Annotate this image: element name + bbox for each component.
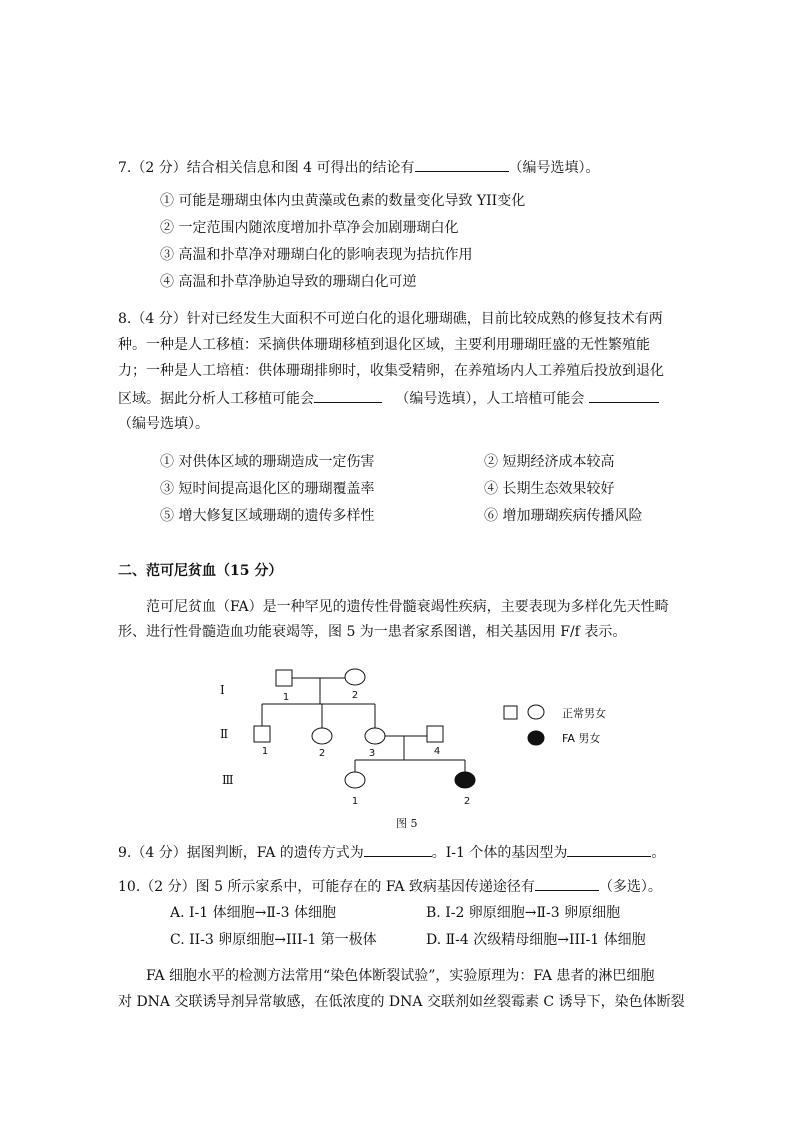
gen2-num-1: 1	[261, 746, 269, 757]
gen3-num-2: 2	[463, 796, 471, 807]
q10-stem	[118, 876, 662, 897]
q8-option-4: ④ 长期生态效果较好	[484, 481, 615, 497]
q7-option-3: ③ 高温和扑草净对珊瑚白化的影响表现为拮抗作用	[160, 247, 473, 263]
q8-line-1: 8.（4 分）针对已经发生大面积不可逆白化的退化珊瑚礁，目前比较成熟的修复技术有两	[118, 311, 663, 327]
q10-answer-blank[interactable]	[535, 876, 599, 891]
q7-answer-blank[interactable]	[415, 157, 509, 172]
gen2-num-4: 4	[433, 746, 441, 757]
end-para-line-2: 对 DNA 交联诱导剂异常敏感，在低浓度的 DNA 交联剂如丝裂霉素 C 诱导下，染色体断裂	[118, 994, 685, 1010]
q8-line-4-text-b: （编号选填），人工培植可能会	[395, 391, 585, 407]
legend-fa-label: FA 男女	[562, 732, 601, 745]
gen2-male-1	[254, 726, 270, 742]
gen1-female-2	[345, 669, 365, 685]
q9-text-b: 。Ⅰ-1 个体的基因型为	[431, 845, 568, 861]
q8-option-6: ⑥ 增加珊瑚疾病传播风险	[484, 508, 643, 524]
q7-stem	[118, 157, 600, 178]
legend-normal-male-icon	[504, 706, 517, 719]
q8-line-3: 力；一种是人工培植：供体珊瑚排卵时，收集受精卵，在养殖场内人工养殖后投放到退化	[118, 363, 664, 379]
q10-option-b: B. Ⅰ-2 卵原细胞→Ⅱ-3 卵原细胞	[426, 905, 621, 921]
gen-label-2: Ⅱ	[220, 727, 229, 741]
gen1-male-1	[276, 670, 292, 686]
gen3-num-1: 1	[351, 796, 359, 807]
gen2-female-2	[312, 728, 332, 744]
q9-blank-1[interactable]	[364, 842, 432, 857]
q10-text-a: 10.（2 分）图 5 所示家系中，可能存在的 FA 致病基因传递途径有	[118, 879, 535, 895]
pedigree-diagram	[210, 658, 630, 808]
section-heading: 二、范可尼贫血（15 分）	[118, 563, 283, 579]
q8-option-1: ① 对供体区域的珊瑚造成一定伤害	[160, 454, 375, 470]
q9-text-a: 9.（4 分）据图判断，FA 的遗传方式为	[118, 845, 364, 861]
end-para-line-1: FA 细胞水平的检测方法常用“染色体断裂试验”，实验原理为：FA 患者的淋巴细胞	[146, 968, 655, 984]
q7-stem-text: 7.（2 分）结合相关信息和图 4 可得出的结论有	[118, 160, 415, 176]
gen2-num-2: 2	[318, 748, 326, 759]
q7-option-1: ① 可能是珊瑚虫体内虫黄藻或色素的数量变化导致 YII变化	[160, 193, 526, 209]
q7-stem-suffix: （编号选填）。	[508, 160, 600, 176]
q8-line-2: 种。一种是人工移植：采摘供体珊瑚移植到退化区域，主要利用珊瑚旺盛的无性繁殖能	[118, 337, 650, 353]
gen2-num-3: 3	[368, 748, 376, 759]
q8-option-3: ③ 短时间提高退化区的珊瑚覆盖率	[160, 481, 375, 497]
q7-option-4: ④ 高温和扑草净胁迫导致的珊瑚白化可逆	[160, 274, 417, 290]
q10-text-b: （多选）。	[598, 879, 662, 895]
q8-blank-1[interactable]	[314, 388, 382, 403]
q8-blank-2[interactable]	[589, 388, 659, 403]
figure-caption: 图 5	[396, 817, 418, 830]
q8-option-5: ⑤ 增大修复区域珊瑚的遗传多样性	[160, 508, 375, 524]
q9-stem	[118, 842, 665, 863]
gen-label-1: Ⅰ	[220, 683, 225, 697]
q8-line-4	[118, 388, 659, 409]
gen2-male-4	[427, 726, 443, 742]
q9-text-c: 。	[651, 845, 666, 861]
gen1-num-1: 1	[282, 692, 290, 703]
q10-option-a: A. I-1 体细胞→Ⅱ-3 体细胞	[170, 905, 336, 921]
gen3-female-1	[345, 772, 365, 788]
q10-option-c: C. II-3 卵原细胞→III-1 第一极体	[170, 932, 377, 948]
legend-normal-label: 正常男女	[562, 707, 606, 720]
gen3-affected-female-2	[455, 772, 475, 788]
q8-option-2: ② 短期经济成本较高	[484, 454, 615, 470]
legend-normal-female-icon	[528, 705, 544, 719]
section-para-line-2: 形、进行性骨髓造血功能衰竭等，图 5 为一患者家系图谱，相关基因用 F/f 表示。	[118, 624, 627, 640]
section-para-line-1: 范可尼贫血（FA）是一种罕见的遗传性骨髓衰竭性疾病，主要表现为多样化先天性畸	[146, 599, 669, 615]
q7-option-2: ② 一定范围内随浓度增加扑草净会加剧珊瑚白化	[160, 220, 459, 236]
q8-line-4-text-a: 区域。据此分析人工移植可能会	[118, 391, 314, 407]
gen-label-3: Ⅲ	[222, 773, 234, 787]
q9-blank-2[interactable]	[567, 842, 651, 857]
gen2-female-3	[365, 728, 385, 744]
q8-line-5: （编号选填）。	[118, 416, 209, 432]
legend-fa-female-icon	[528, 731, 544, 745]
gen1-num-2: 2	[351, 690, 359, 701]
q10-option-d: D. Ⅱ-4 次级精母细胞→III-1 体细胞	[426, 932, 646, 948]
